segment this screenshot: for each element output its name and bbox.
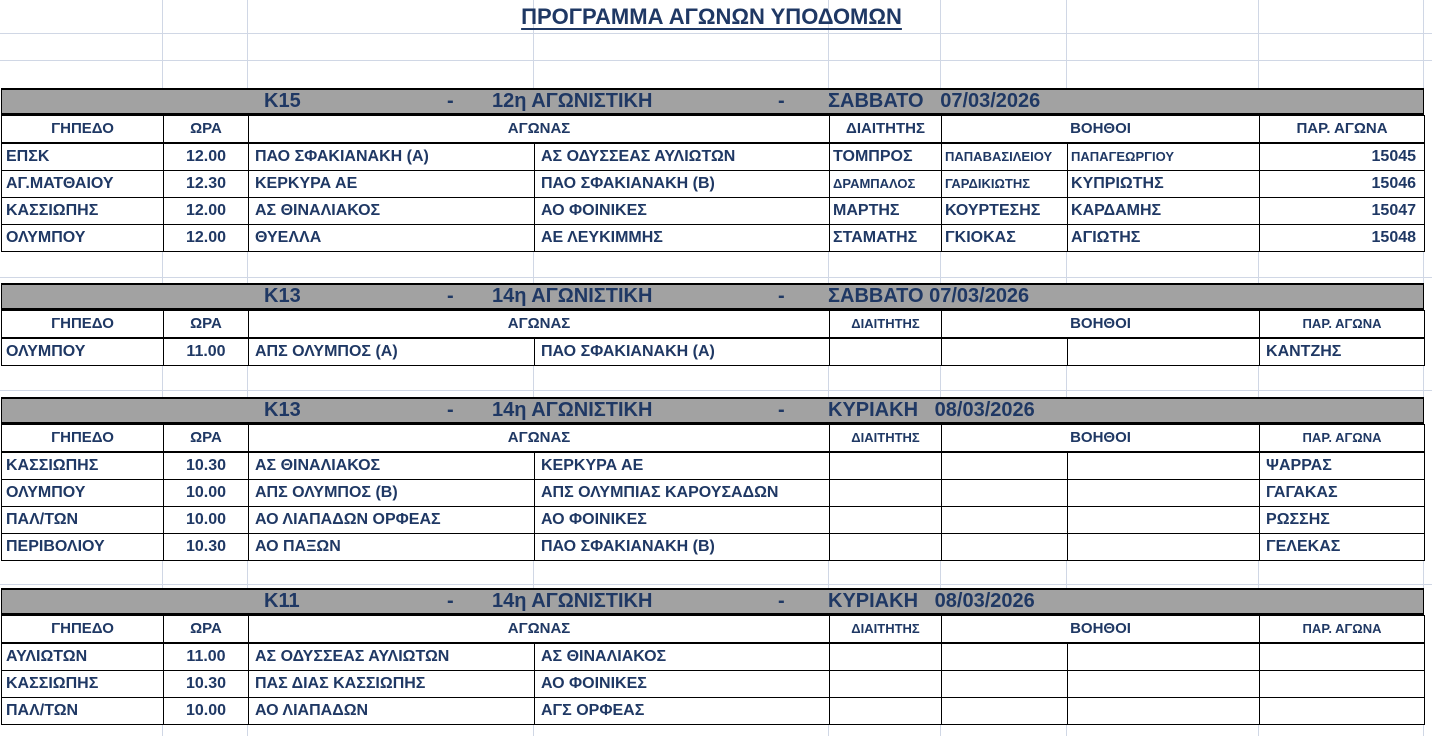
observer-cell: ΨΑΡΡΑΣ [1260, 452, 1425, 480]
venue-cell: ΠΑΛ/ΤΩΝ [2, 698, 164, 725]
venue-cell: ΟΛΥΜΠΟΥ [2, 225, 164, 252]
round-label: 14η ΑΓΩΝΙΣΤΙΚΗ [492, 399, 653, 421]
referee-cell: ΤΟΜΠΡΟΣ [830, 143, 942, 171]
match-number-cell: 15045 [1260, 143, 1425, 171]
assistant2-cell [1068, 534, 1260, 561]
observer-cell [1260, 698, 1425, 725]
venue-cell: ΚΑΣΣΙΩΠΗΣ [2, 452, 164, 480]
separator: - [778, 285, 785, 307]
venue-cell: ΠΑΛ/ΤΩΝ [2, 507, 164, 534]
referee-cell [830, 643, 942, 671]
referee-header: ΔΙΑΙΤΗΤΗΣ [830, 616, 942, 644]
time-cell: 12.00 [164, 143, 249, 171]
referee-header: ΔΙΑΙΤΗΤΗΣ [830, 116, 942, 144]
observer-cell: ΓΕΛΕΚΑΣ [1260, 534, 1425, 561]
assistants-header: ΒΟΗΘΟΙ [942, 311, 1260, 339]
assistant1-cell [942, 534, 1068, 561]
match-row [2, 507, 1425, 534]
venue-header: ΓΗΠΕΔΟ [2, 116, 164, 144]
time-cell: 10.00 [164, 507, 249, 534]
assistant2-cell [1068, 480, 1260, 507]
observer-cell [1260, 643, 1425, 671]
time-cell: 10.30 [164, 534, 249, 561]
away-team-cell: ΠΑΟ ΣΦΑΚΙΑΝΑΚΗ (Β) [535, 171, 830, 198]
away-team-cell: ΠΑΟ ΣΦΑΚΙΑΝΑΚΗ (Β) [535, 534, 830, 561]
away-team-cell: ΑΣ ΘΙΝΑΛΙΑΚΟΣ [535, 643, 830, 671]
section-band-k15 [1, 88, 1424, 115]
match-row [2, 143, 1425, 171]
referee-cell [830, 480, 942, 507]
referee-cell: ΔΡΑΜΠΑΛΟΣ [830, 171, 942, 198]
away-team-cell: ΑΣ ΟΔΥΣΣΕΑΣ ΑΥΛΙΩΤΩΝ [535, 143, 830, 171]
match-row [2, 480, 1425, 507]
match-row [2, 698, 1425, 725]
match-number-cell: 15046 [1260, 171, 1425, 198]
home-team-cell: ΑΠΣ ΟΛΥΜΠΟΣ (Β) [249, 480, 535, 507]
away-team-cell: ΑΟ ΦΟΙΝΙΚΕΣ [535, 198, 830, 225]
gridline-horizontal [0, 33, 1432, 34]
section-k13-saturday [1, 283, 1424, 366]
assistant1-cell [942, 643, 1068, 671]
match-row [2, 534, 1425, 561]
assistant1-cell [942, 507, 1068, 534]
venue-cell: ΟΛΥΜΠΟΥ [2, 480, 164, 507]
home-team-cell: ΑΟ ΛΙΑΠΑΔΩΝ [249, 698, 535, 725]
match-row [2, 225, 1425, 252]
section-band-k13-saturday [1, 283, 1424, 310]
separator: - [447, 90, 454, 112]
assistant1-cell [942, 698, 1068, 725]
date-label: ΣΑΒΒΑΤΟ 07/03/2026 [828, 285, 1030, 307]
time-cell: 11.00 [164, 338, 249, 366]
date-label: ΣΑΒΒΑΤΟ 07/03/2026 [828, 90, 1041, 112]
assistant2-cell: ΚΑΡΔΑΜΗΣ [1068, 198, 1260, 225]
assistant2-cell [1068, 507, 1260, 534]
referee-header: ΔΙΑΙΤΗΤΗΣ [830, 425, 942, 453]
home-team-cell: ΠΑΣ ΔΙΑΣ ΚΑΣΣΙΩΠΗΣ [249, 671, 535, 698]
assistant2-cell [1068, 338, 1260, 366]
column-header-row [2, 425, 1425, 453]
schedule-table-k15 [1, 115, 1425, 252]
referee-cell [830, 338, 942, 366]
home-team-cell: ΑΣ ΘΙΝΑΛΙΑΚΟΣ [249, 452, 535, 480]
assistant2-cell: ΠΑΠΑΓΕΩΡΓΙΟΥ [1068, 143, 1260, 171]
venue-cell: ΕΠΣΚ [2, 143, 164, 171]
time-header: ΩΡΑ [164, 311, 249, 339]
home-team-cell: ΑΟ ΛΙΑΠΑΔΩΝ ΟΡΦΕΑΣ [249, 507, 535, 534]
venue-header: ΓΗΠΕΔΟ [2, 616, 164, 644]
schedule-table-k13-saturday [1, 310, 1425, 366]
away-team-cell: ΑΕ ΛΕΥΚΙΜΜΗΣ [535, 225, 830, 252]
observer-header: ΠΑΡ. ΑΓΩΝΑ [1260, 311, 1425, 339]
schedule-table-k11 [1, 615, 1425, 725]
section-k11 [1, 588, 1424, 725]
assistant2-cell: ΚΥΠΡΙΩΤΗΣ [1068, 171, 1260, 198]
section-k15 [1, 88, 1424, 252]
date-label: ΚΥΡΙΑΚΗ 08/03/2026 [828, 590, 1035, 612]
time-cell: 10.30 [164, 452, 249, 480]
gridline-horizontal [0, 584, 1432, 585]
assistant1-cell: ΓΚΙΟΚΑΣ [942, 225, 1068, 252]
observer-cell: ΚΑΝΤΖΗΣ [1260, 338, 1425, 366]
home-team-cell: ΠΑΟ ΣΦΑΚΙΑΝΑΚΗ (Α) [249, 143, 535, 171]
match-header: ΑΓΩΝΑΣ [249, 116, 830, 144]
time-header: ΩΡΑ [164, 616, 249, 644]
time-cell: 12.30 [164, 171, 249, 198]
observer-cell: ΡΩΣΣΗΣ [1260, 507, 1425, 534]
venue-cell: ΑΥΛΙΩΤΩΝ [2, 643, 164, 671]
observer-cell: ΓΑΓΑΚΑΣ [1260, 480, 1425, 507]
assistant2-cell [1068, 698, 1260, 725]
away-team-cell: ΑΓΣ ΟΡΦΕΑΣ [535, 698, 830, 725]
assistant1-cell [942, 338, 1068, 366]
time-cell: 10.30 [164, 671, 249, 698]
gridline-horizontal [0, 277, 1432, 278]
home-team-cell: ΑΟ ΠΑΞΩΝ [249, 534, 535, 561]
schedule-table-k13-sunday [1, 424, 1425, 561]
referee-cell [830, 507, 942, 534]
match-row [2, 198, 1425, 225]
assistant1-cell: ΓΑΡΔΙΚΙΩΤΗΣ [942, 171, 1068, 198]
home-team-cell: ΑΠΣ ΟΛΥΜΠΟΣ (Α) [249, 338, 535, 366]
referee-cell [830, 671, 942, 698]
section-band-k11 [1, 588, 1424, 615]
observer-cell [1260, 671, 1425, 698]
observer-header: ΠΑΡ. ΑΓΩΝΑ [1260, 616, 1425, 644]
referee-cell [830, 698, 942, 725]
column-header-row [2, 311, 1425, 339]
referee-cell [830, 452, 942, 480]
match-number-cell: 15048 [1260, 225, 1425, 252]
assistant2-cell [1068, 643, 1260, 671]
home-team-cell: ΑΣ ΘΙΝΑΛΙΑΚΟΣ [249, 198, 535, 225]
time-header: ΩΡΑ [164, 116, 249, 144]
away-team-cell: ΑΠΣ ΟΛΥΜΠΙΑΣ ΚΑΡΟΥΣΑΔΩΝ [535, 480, 830, 507]
assistant1-cell: ΚΟΥΡΤΕΣΗΣ [942, 198, 1068, 225]
away-team-cell: ΚΕΡΚΥΡΑ ΑΕ [535, 452, 830, 480]
assistant2-cell [1068, 671, 1260, 698]
round-label: 14η ΑΓΩΝΙΣΤΙΚΗ [492, 590, 653, 612]
time-cell: 11.00 [164, 643, 249, 671]
away-team-cell: ΑΟ ΦΟΙΝΙΚΕΣ [535, 671, 830, 698]
round-label: 14η ΑΓΩΝΙΣΤΙΚΗ [492, 285, 653, 307]
league-code: K15 [264, 90, 301, 112]
observer-header: ΠΑΡ. ΑΓΩΝΑ [1260, 116, 1425, 144]
time-cell: 10.00 [164, 698, 249, 725]
match-row [2, 452, 1425, 480]
referee-cell: ΜΑΡΤΗΣ [830, 198, 942, 225]
home-team-cell: ΘΥΕΛΛΑ [249, 225, 535, 252]
venue-header: ΓΗΠΕΔΟ [2, 425, 164, 453]
referee-cell [830, 534, 942, 561]
assistant1-cell [942, 671, 1068, 698]
separator: - [778, 90, 785, 112]
away-team-cell: ΠΑΟ ΣΦΑΚΙΑΝΑΚΗ (Α) [535, 338, 830, 366]
assistant1-cell [942, 452, 1068, 480]
date-label: ΚΥΡΙΑΚΗ 08/03/2026 [828, 399, 1035, 421]
column-header-row [2, 116, 1425, 144]
home-team-cell: ΚΕΡΚΥΡΑ ΑΕ [249, 171, 535, 198]
section-band-k13-sunday [1, 397, 1424, 424]
match-row [2, 671, 1425, 698]
match-row [2, 643, 1425, 671]
venue-cell: ΚΑΣΣΙΩΠΗΣ [2, 198, 164, 225]
column-header-row [2, 616, 1425, 644]
gridline-horizontal [0, 390, 1432, 391]
assistants-header: ΒΟΗΘΟΙ [942, 116, 1260, 144]
venue-header: ΓΗΠΕΔΟ [2, 311, 164, 339]
league-code: K13 [264, 399, 301, 421]
match-number-cell: 15047 [1260, 198, 1425, 225]
time-cell: 10.00 [164, 480, 249, 507]
assistants-header: ΒΟΗΘΟΙ [942, 425, 1260, 453]
time-cell: 12.00 [164, 198, 249, 225]
time-cell: 12.00 [164, 225, 249, 252]
referee-cell: ΣΤΑΜΑΤΗΣ [830, 225, 942, 252]
page-title: ΠΡΟΓΡΑΜΜΑ ΑΓΩΝΩΝ ΥΠΟΔΟΜΩΝ [521, 4, 902, 29]
away-team-cell: ΑΟ ΦΟΙΝΙΚΕΣ [535, 507, 830, 534]
match-header: ΑΓΩΝΑΣ [249, 616, 830, 644]
observer-header: ΠΑΡ. ΑΓΩΝΑ [1260, 425, 1425, 453]
time-header: ΩΡΑ [164, 425, 249, 453]
assistant1-cell [942, 480, 1068, 507]
league-code: K13 [264, 285, 301, 307]
assistant2-cell: ΑΓΙΩΤΗΣ [1068, 225, 1260, 252]
match-header: ΑΓΩΝΑΣ [249, 311, 830, 339]
home-team-cell: ΑΣ ΟΔΥΣΣΕΑΣ ΑΥΛΙΩΤΩΝ [249, 643, 535, 671]
referee-header: ΔΙΑΙΤΗΤΗΣ [830, 311, 942, 339]
match-header: ΑΓΩΝΑΣ [249, 425, 830, 453]
assistant2-cell [1068, 452, 1260, 480]
assistant1-cell: ΠΑΠΑΒΑΣΙΛΕΙΟΥ [942, 143, 1068, 171]
separator: - [447, 399, 454, 421]
venue-cell: ΟΛΥΜΠΟΥ [2, 338, 164, 366]
assistants-header: ΒΟΗΘΟΙ [942, 616, 1260, 644]
venue-cell: ΠΕΡΙΒΟΛΙΟΥ [2, 534, 164, 561]
match-row [2, 171, 1425, 198]
venue-cell: ΚΑΣΣΙΩΠΗΣ [2, 671, 164, 698]
round-label: 12η ΑΓΩΝΙΣΤΙΚΗ [492, 90, 653, 112]
section-k13-sunday [1, 397, 1424, 561]
league-code: K11 [264, 590, 300, 612]
venue-cell: ΑΓ.ΜΑΤΘΑΙΟΥ [2, 171, 164, 198]
gridline-horizontal [0, 60, 1432, 61]
separator: - [778, 590, 785, 612]
separator: - [447, 285, 454, 307]
match-row [2, 338, 1425, 366]
separator: - [447, 590, 454, 612]
separator: - [778, 399, 785, 421]
